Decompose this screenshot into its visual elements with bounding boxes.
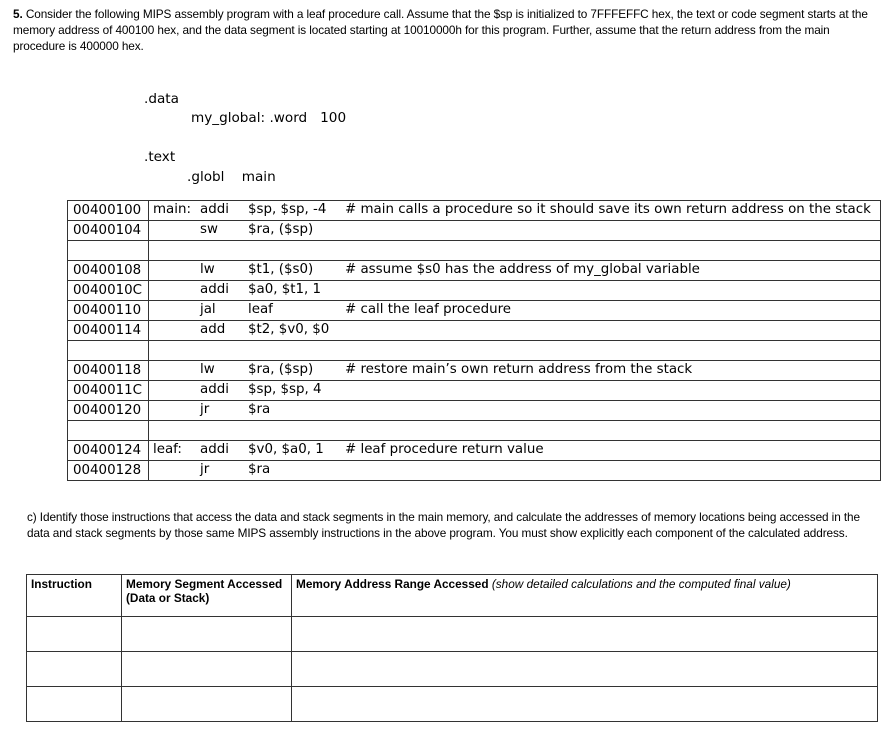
answer-instruction-cell[interactable]	[27, 687, 122, 722]
comment: # assume $s0 has the address of my_global variable	[345, 262, 700, 277]
instruction-address	[68, 241, 149, 261]
instruction-row	[68, 261, 881, 281]
instruction-row	[68, 201, 881, 221]
instruction-body	[149, 261, 881, 281]
instruction-address: 00400114	[68, 321, 149, 341]
opcode: lw	[200, 362, 215, 377]
comment: # restore main’s own return address from the stack	[345, 362, 693, 377]
question-number: 5.	[13, 7, 23, 21]
opcode: lw	[200, 262, 215, 277]
answer-row	[27, 617, 878, 652]
instruction-body	[149, 321, 881, 341]
operands: $t2, $v0, $0	[248, 322, 330, 337]
operands: $sp, $sp, 4	[248, 382, 322, 397]
instruction-address: 00400124	[68, 441, 149, 461]
opcode: add	[200, 322, 226, 337]
operands: $t1, ($s0)	[248, 262, 314, 277]
opcode: addi	[200, 282, 229, 297]
instruction-body	[149, 341, 881, 361]
answer-address-cell[interactable]	[292, 687, 878, 722]
answer-segment-cell[interactable]	[122, 617, 292, 652]
answer-address-cell[interactable]	[292, 617, 878, 652]
operands: $ra	[248, 462, 271, 477]
operands: $ra, ($sp)	[248, 362, 314, 377]
instruction-address: 00400120	[68, 401, 149, 421]
procedure-label: main:	[153, 202, 191, 217]
comment: # leaf procedure return value	[345, 442, 544, 457]
answer-instruction-cell[interactable]	[27, 652, 122, 687]
instruction-row	[68, 381, 881, 401]
opcode: addi	[200, 442, 229, 457]
instruction-row	[68, 401, 881, 421]
comment: # main calls a procedure so it should save its own return address on the stack	[345, 202, 871, 217]
answer-segment-cell[interactable]	[122, 652, 292, 687]
operands: $sp, $sp, -4	[248, 202, 327, 217]
blank-row	[68, 341, 881, 361]
blank-row	[68, 421, 881, 441]
opcode: jr	[200, 402, 210, 417]
instruction-body	[149, 301, 881, 321]
operands: $a0, $t1, 1	[248, 282, 322, 297]
operands: $ra, ($sp)	[248, 222, 314, 237]
instruction-body	[149, 401, 881, 421]
opcode: addi	[200, 202, 229, 217]
opcode: addi	[200, 382, 229, 397]
part-c-text: c) Identify those instructions that access the data and stack segments in the main memory, and calculate the addresses of memory locations being accessed in the data and stack segments by those same MIPS assembly instructions in the above program. You must show explicitly each component of the calculated address.	[27, 510, 860, 540]
instruction-address: 0040011C	[68, 381, 149, 401]
instruction-address: 00400104	[68, 221, 149, 241]
header-memory-segment: Memory Segment Accessed (Data or Stack)	[122, 575, 292, 617]
question-text	[13, 6, 881, 54]
instruction-body	[149, 461, 881, 481]
procedure-label: leaf:	[153, 442, 182, 457]
instruction-address: 00400100	[68, 201, 149, 221]
instruction-address: 00400108	[68, 261, 149, 281]
program-listing	[67, 200, 881, 481]
answer-row	[27, 652, 878, 687]
instruction-address: 0040010C	[68, 281, 149, 301]
instruction-address: 00400128	[68, 461, 149, 481]
instruction-body	[149, 441, 881, 461]
operands: $v0, $a0, 1	[248, 442, 324, 457]
answer-instruction-cell[interactable]	[27, 617, 122, 652]
instruction-body	[149, 201, 881, 221]
instruction-body	[149, 421, 881, 441]
header-instruction: Instruction	[27, 575, 122, 617]
header-address-range-note: (show detailed calculations and the computed final value)	[491, 577, 791, 591]
instruction-row	[68, 361, 881, 381]
global-declaration: my_global: .word 100	[191, 110, 347, 126]
instruction-body	[149, 281, 881, 301]
text-directive: .text	[144, 149, 176, 165]
instruction-row	[68, 301, 881, 321]
blank-row	[68, 241, 881, 261]
answer-row	[27, 687, 878, 722]
instruction-address: 00400118	[68, 361, 149, 381]
operands: leaf	[248, 302, 273, 317]
instruction-body	[149, 241, 881, 261]
opcode: jal	[200, 302, 216, 317]
globl-directive: .globl main	[187, 169, 276, 185]
question-body: Consider the following MIPS assembly program with a leaf procedure call. Assume that the $sp is initialized to 7FFFEFFC hex, the text or code segment starts at the memory address of 400100 hex, and the data segment is located starting at 10010000h for this program. Further, assume that the return address from the main procedure is 400000 hex.	[13, 7, 868, 53]
answer-table	[26, 574, 878, 722]
instruction-address	[68, 341, 149, 361]
instruction-body	[149, 361, 881, 381]
opcode: jr	[200, 462, 210, 477]
answer-address-cell[interactable]	[292, 652, 878, 687]
instruction-row	[68, 221, 881, 241]
instruction-row	[68, 441, 881, 461]
answer-table-header	[27, 575, 878, 617]
instruction-row	[68, 321, 881, 341]
comment: # call the leaf procedure	[345, 302, 512, 317]
instruction-address	[68, 421, 149, 441]
answer-segment-cell[interactable]	[122, 687, 292, 722]
instruction-address: 00400110	[68, 301, 149, 321]
instruction-body	[149, 381, 881, 401]
data-directive: .data	[144, 91, 179, 107]
header-address-range	[292, 575, 878, 617]
operands: $ra	[248, 402, 271, 417]
opcode: sw	[200, 222, 218, 237]
instruction-body	[149, 221, 881, 241]
instruction-row	[68, 461, 881, 481]
header-address-range-label: Memory Address Range Accessed	[296, 577, 489, 591]
instruction-row	[68, 281, 881, 301]
